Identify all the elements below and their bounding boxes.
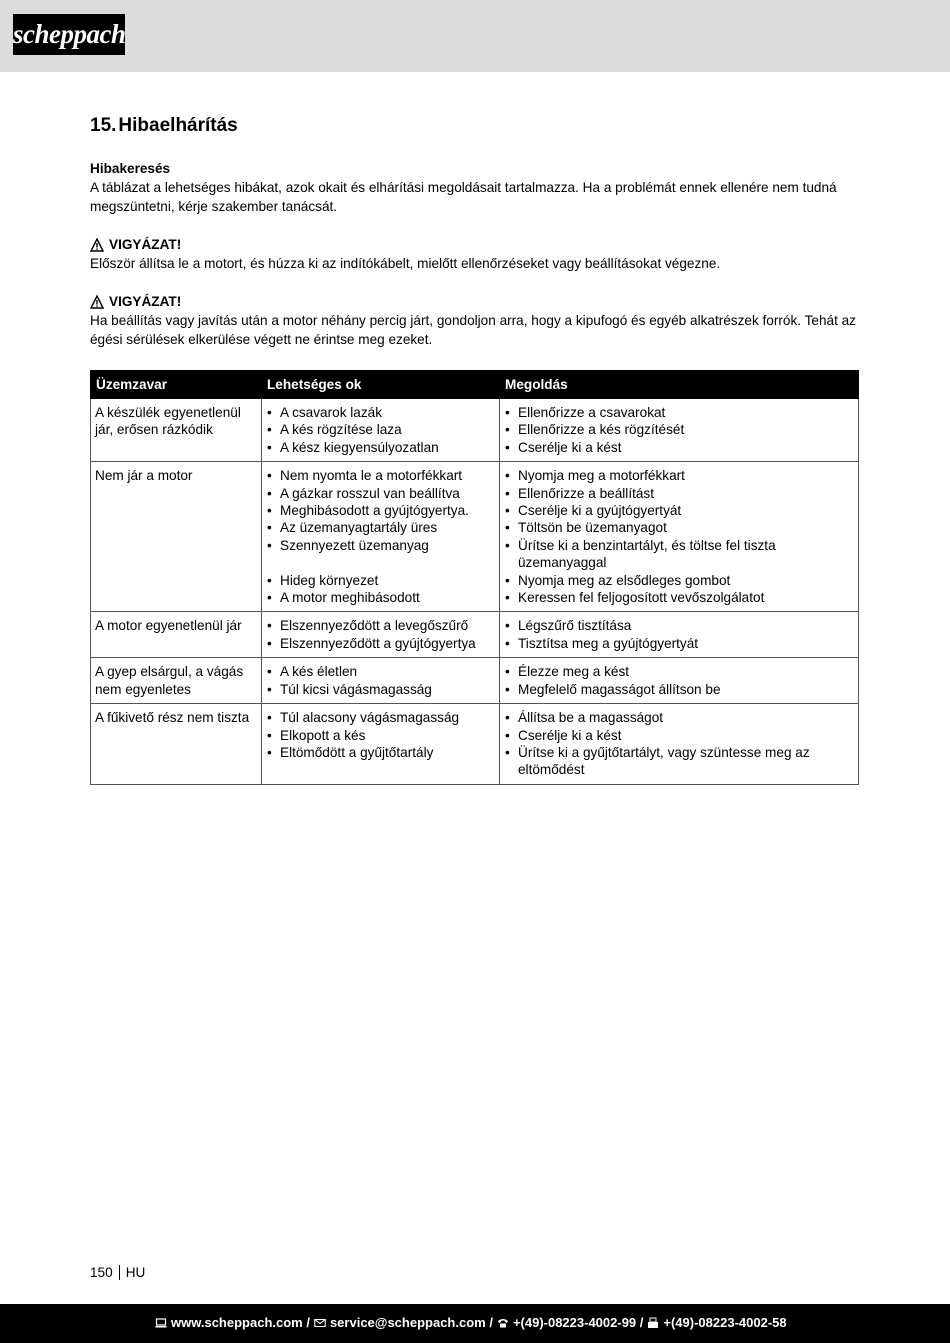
section-title-text: Hibaelhárítás [118,115,238,136]
solution-item: • Nyomja meg az elsődleges gombot [504,572,854,589]
solution-cell [500,658,859,704]
brand-logo: scheppach [13,14,125,55]
warning-triangle-icon [90,238,104,252]
page-separator [119,1265,120,1280]
table-row [91,399,859,462]
warning-title: VIGYÁZAT! [90,235,865,254]
footer-contacts [155,1315,787,1330]
warning-text: Ha beállítás vagy javítás után a motor néhány percig járt, gondoljon arra, hogy a kipufogó és egyéb alkatrészek forrók. Tehát az égési sérülések elkerülése végett ne érintse meg ezeket. [90,313,856,347]
warning-block-1 [90,235,865,273]
computer-icon [155,1317,167,1329]
solution-item: • Ellenőrizze a kés rögzítését [504,421,854,438]
intro-text: A táblázat a lehetséges hibákat, azok okait és elhárítási megoldásait tartalmazza. Ha a problémát ennek ellenére nem tudná megszüntetni, kérje szakember tanácsát. [90,180,837,214]
solution-list [504,467,854,606]
solution-cell [500,704,859,785]
solution-list [504,663,854,698]
fax-icon [647,1317,659,1329]
cause-item: • Eltömődött a gyűjtőtartály [266,744,495,761]
phone-icon [497,1317,509,1329]
cause-cell [262,612,500,658]
cause-item: • Meghibásodott a gyújtógyertya. [266,502,495,519]
list-spacer [266,554,495,571]
solution-item: • Légszűrő tisztítása [504,617,854,634]
cause-item: • Hideg környezet [266,572,495,589]
cause-item: • A kész kiegyensúlyozatlan [266,439,495,456]
table-row [91,704,859,785]
solution-cell [500,399,859,462]
warning-text: Először állítsa le a motort, és húzza ki az indítókábelt, mielőtt ellenőrzéseket vagy beállításokat végezne. [90,256,721,271]
cause-item: • Szennyezett üzemanyag [266,537,495,554]
email-icon [314,1317,326,1329]
cause-list [266,467,495,606]
cause-item: • Elszennyeződött a gyújtógyertya [266,635,495,652]
warning-block-2 [90,292,865,349]
cause-item: • A gázkar rosszul van beállítva [266,485,495,502]
table-header-row [91,371,859,399]
cause-list [266,617,495,652]
cause-item: • Nem nyomta le a motorfékkart [266,467,495,484]
cause-cell [262,399,500,462]
solution-cell [500,612,859,658]
cause-list [266,709,495,761]
table-row [91,612,859,658]
solution-item: • Ürítse ki a benzintartályt, és töltse fel tiszta üzemanyaggal [504,537,854,572]
fault-cell: A gyep elsárgul, a vágás nem egyenletes [91,658,262,704]
cause-item: • A kés életlen [266,663,495,680]
fault-cell: Nem jár a motor [91,462,262,612]
fault-cell: A fűkivető rész nem tiszta [91,704,262,785]
solution-item: • Ellenőrizze a beállítást [504,485,854,502]
cause-list [266,663,495,698]
warning-triangle-icon [90,295,104,309]
column-header-solution: Megoldás [500,371,859,399]
table-row [91,658,859,704]
solution-item: • Cserélje ki a gyújtógyertyát [504,502,854,519]
solution-item: • Töltsön be üzemanyagot [504,519,854,536]
solution-item: • Ürítse ki a gyűjtőtartályt, vagy szüntesse meg az eltömődést [504,744,854,779]
footer-phone[interactable]: +(49)-08223-4002-99 / [512,1315,644,1330]
cause-list [266,404,495,456]
table-row [91,462,859,612]
footer-email[interactable]: service@scheppach.com / [329,1315,493,1330]
troubleshooting-table [90,370,859,785]
solution-list [504,617,854,652]
cause-cell [262,658,500,704]
intro-heading: Hibakeresés [90,161,171,176]
header-bar [0,0,950,72]
cause-cell [262,704,500,785]
section-title [90,115,238,137]
cause-item: • Elszennyeződött a levegőszűrő [266,617,495,634]
warning-title: VIGYÁZAT! [90,292,865,311]
cause-item: • Az üzemanyagtartály üres [266,519,495,536]
page-number: 150 HU [90,1265,146,1280]
column-header-fault: Üzemzavar [91,371,262,399]
column-header-cause: Lehetséges ok [262,371,500,399]
footer-bar [0,1304,950,1343]
cause-item: • A kés rögzítése laza [266,421,495,438]
solution-list [504,709,854,779]
solution-item: • Ellenőrizze a csavarokat [504,404,854,421]
cause-cell [262,462,500,612]
cause-item: • Elkopott a kés [266,727,495,744]
solution-item: • Nyomja meg a motorfékkart [504,467,854,484]
solution-list [504,404,854,456]
footer-fax[interactable]: +(49)-08223-4002-58 [663,1315,787,1330]
cause-item: • A motor meghibásodott [266,589,495,606]
section-number: 15. [90,115,117,136]
solution-item: • Állítsa be a magasságot [504,709,854,726]
footer-website[interactable]: www.scheppach.com / [171,1315,310,1330]
solution-item: • Tisztítsa meg a gyújtógyertyát [504,635,854,652]
solution-item: • Keressen fel feljogosított vevőszolgálatot [504,589,854,606]
fault-cell: A motor egyenetlenül jár [91,612,262,658]
solution-cell [500,462,859,612]
cause-item: • Túl alacsony vágásmagasság [266,709,495,726]
intro-block [90,159,865,216]
cause-item: • A csavarok lazák [266,404,495,421]
solution-item: • Cserélje ki a kést [504,439,854,456]
cause-item: • Túl kicsi vágásmagasság [266,681,495,698]
fault-cell: A készülék egyenetlenül jár, erősen rázkódik [91,399,262,462]
solution-item: • Élezze meg a kést [504,663,854,680]
solution-item: • Megfelelő magasságot állítson be [504,681,854,698]
solution-item: • Cserélje ki a kést [504,727,854,744]
